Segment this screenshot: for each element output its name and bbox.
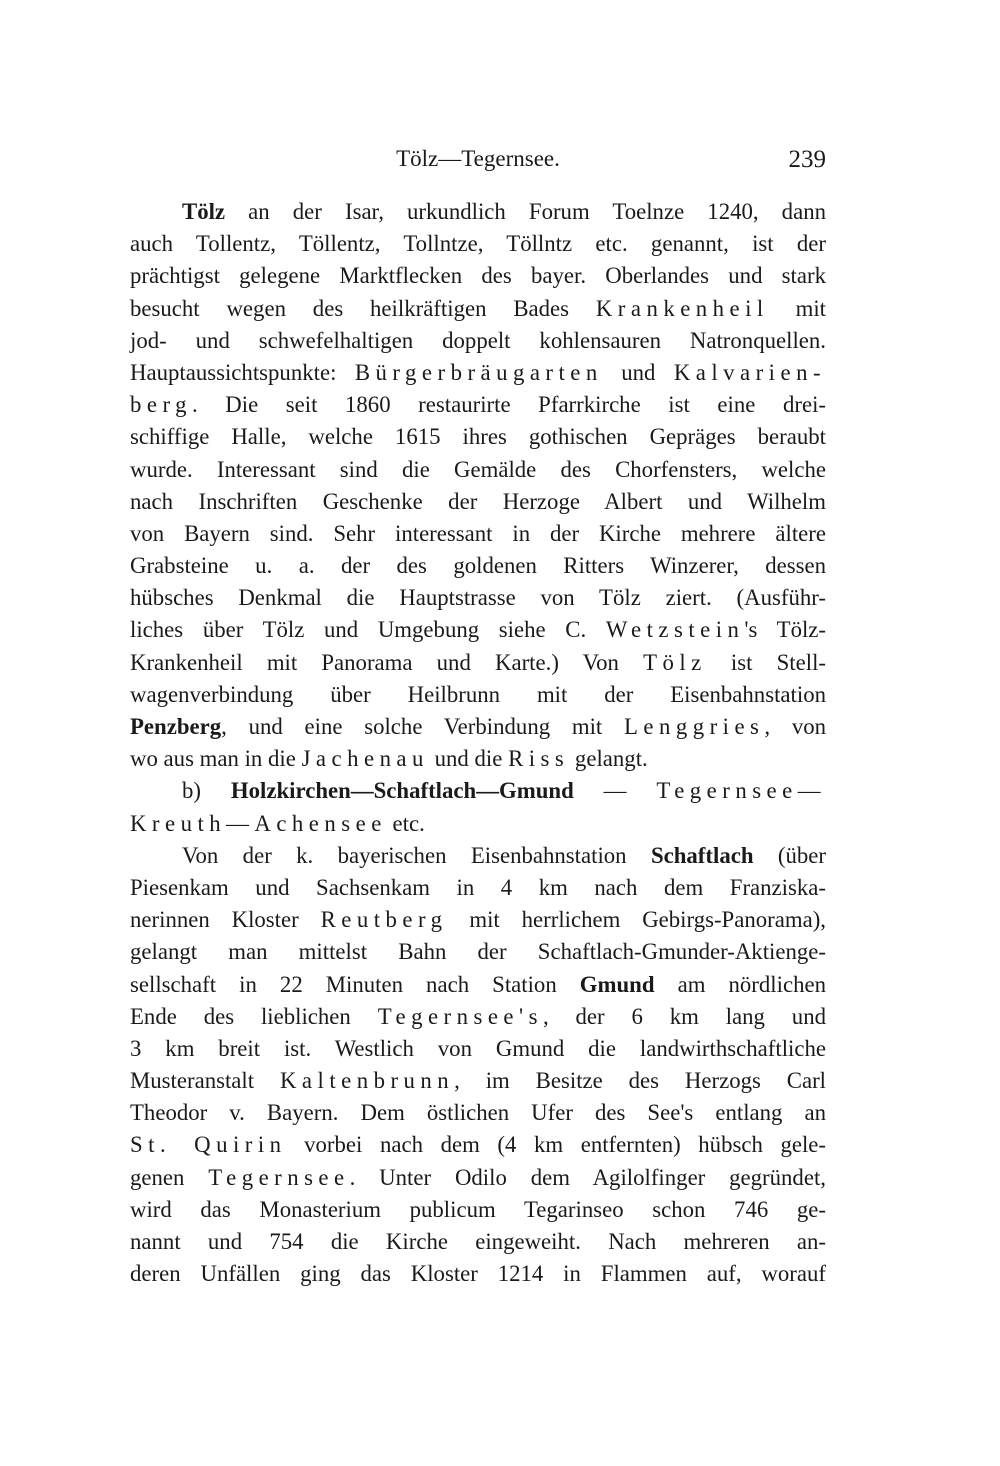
text-line bbox=[130, 1226, 826, 1258]
text-line bbox=[130, 357, 826, 389]
text-line bbox=[130, 647, 826, 679]
text-line bbox=[130, 1033, 826, 1065]
text-line bbox=[130, 1129, 826, 1161]
spaced-run: Kalvarien- bbox=[673, 359, 827, 385]
text-run: Musteranstalt bbox=[130, 1068, 280, 1094]
text-line bbox=[130, 389, 826, 421]
text-run: (über bbox=[753, 842, 826, 868]
spaced-run: Tegernsee— bbox=[656, 778, 826, 804]
text-run: nerinnen Kloster bbox=[130, 907, 321, 933]
text-run: b) bbox=[182, 778, 231, 804]
spaced-run: Reutberg bbox=[320, 907, 448, 933]
text-line bbox=[130, 904, 826, 936]
text-line bbox=[130, 325, 826, 357]
text-run: nannt und 754 die Kirche eingeweiht. Nach mehreren an- bbox=[130, 1229, 826, 1254]
text-line bbox=[130, 518, 826, 550]
text-line bbox=[130, 775, 826, 807]
text-run: Von der k. bayerischen Eisenbahnstation bbox=[182, 842, 651, 868]
text-run: Grabsteine u. a. der des goldenen Ritters Winzerer, dessen bbox=[130, 553, 826, 579]
text-run: besucht wegen des heilkräftigen Bades bbox=[130, 295, 596, 321]
spaced-run: Tölz bbox=[643, 649, 707, 675]
text-run: an der Isar, urkundlich Forum Toelnze 1240, dann bbox=[225, 199, 826, 224]
text-run: Piesenkam und Sachsenkam in 4 km nach dem Franziska- bbox=[130, 874, 826, 900]
text-line bbox=[130, 1001, 826, 1033]
text-run: Hauptaussichtspunkte: bbox=[130, 359, 355, 385]
spaced-run: Tegernsee's bbox=[377, 1003, 543, 1029]
spaced-run: Jachenau bbox=[301, 746, 429, 772]
text-line bbox=[130, 808, 826, 840]
spaced-run: Bürgerbräugarten bbox=[354, 359, 603, 385]
text-run: , im Besitze des Herzogs Carl bbox=[454, 1068, 826, 1094]
text-run: gelangt. bbox=[569, 746, 648, 772]
text-run: deren Unfällen ging das Kloster 1214 in Flammen auf, worauf bbox=[130, 1261, 826, 1287]
text-run: und die bbox=[428, 746, 509, 772]
text-run: sellschaft in 22 Minuten nach Station bbox=[130, 971, 580, 997]
text-run: Ende des lieblichen bbox=[130, 1003, 378, 1029]
text-run: wurde. Interessant sind die Gemälde des Chorfensters, welche bbox=[130, 456, 826, 482]
text-run: , der 6 km lang und bbox=[542, 1003, 826, 1029]
bold-run: Tölz bbox=[182, 199, 226, 224]
text-run: von Bayern sind. Sehr interessant in der Kirche mehrere ältere bbox=[130, 520, 826, 546]
bold-run: Penzberg bbox=[130, 714, 222, 739]
spaced-run: Wetzstein bbox=[605, 617, 745, 643]
text-line bbox=[130, 486, 826, 518]
text-run: gelangt man mittelst Bahn der Schaftlach-Gmunder-Aktienge- bbox=[130, 939, 826, 965]
spaced-run: St. Quirin bbox=[130, 1132, 287, 1158]
text-line bbox=[130, 711, 826, 743]
text-run: . Unter Odilo dem Agilolfinger gegründet, bbox=[349, 1164, 826, 1190]
bold-run: Gmund bbox=[579, 971, 655, 997]
text-line bbox=[130, 1258, 826, 1290]
text-line bbox=[130, 1065, 826, 1097]
running-head: Tölz—Tegernsee. bbox=[396, 146, 560, 171]
text-run: , von bbox=[764, 714, 827, 739]
text-line bbox=[130, 260, 826, 292]
spaced-run: berg bbox=[130, 392, 192, 418]
text-run: prächtigst gelegene Marktflecken des bayer. Oberlandes und stark bbox=[130, 263, 826, 289]
text-run: auch Tollentz, Töllentz, Tollntze, Töllntz etc. genannt, ist der bbox=[130, 231, 826, 257]
spaced-run: Kreuth—Achensee bbox=[130, 810, 387, 836]
text-run: genen bbox=[130, 1164, 209, 1190]
text-line bbox=[130, 421, 826, 453]
text-line bbox=[130, 1162, 826, 1194]
text-run: Krankenheil mit Panorama und Karte.) Von bbox=[130, 649, 644, 675]
text-line bbox=[130, 679, 826, 711]
text-run: wagenverbindung über Heilbrunn mit der Eisenbahnstation bbox=[130, 681, 826, 707]
text-line bbox=[130, 969, 826, 1001]
spaced-run: Kaltenbrunn bbox=[279, 1068, 455, 1094]
text-run: 's Tölz- bbox=[744, 617, 827, 643]
text-line bbox=[130, 936, 826, 968]
text-run: schiffige Halle, welche 1615 ihres gothischen Gepräges beraubt bbox=[130, 424, 826, 450]
text-run: etc. bbox=[386, 810, 425, 836]
text-line bbox=[130, 743, 826, 775]
text-run: nach Inschriften Geschenke der Herzoge Albert und Wilhelm bbox=[130, 488, 826, 514]
text-run: am nördlichen bbox=[654, 971, 826, 997]
text-run: — bbox=[573, 778, 657, 804]
text-line bbox=[130, 550, 826, 582]
page-header bbox=[130, 142, 826, 182]
text-line bbox=[130, 872, 826, 904]
text-run: , und eine solche Verbindung mit bbox=[221, 714, 624, 739]
text-line bbox=[130, 1097, 826, 1129]
text-run: ist Stell- bbox=[706, 649, 826, 675]
text-line bbox=[130, 582, 826, 614]
text-line bbox=[130, 293, 826, 325]
bold-run: Schaftlach bbox=[650, 842, 754, 868]
spaced-run: Tegernsee bbox=[208, 1164, 350, 1190]
text-line bbox=[130, 196, 826, 228]
spaced-run: Krankenheil bbox=[595, 295, 769, 321]
text-run: 3 km breit ist. Westlich von Gmund die landwirthschaftliche bbox=[130, 1035, 826, 1061]
text-run: und bbox=[602, 359, 674, 385]
text-line bbox=[130, 1194, 826, 1226]
text-run: mit herrlichem Gebirgs-Panorama), bbox=[447, 907, 826, 933]
text-line bbox=[130, 454, 826, 486]
body-text bbox=[130, 196, 826, 1290]
spaced-run: Riss bbox=[508, 746, 570, 772]
spaced-run: Lenggries bbox=[623, 714, 765, 739]
text-run: wo aus man in die bbox=[130, 746, 302, 772]
text-line bbox=[130, 614, 826, 646]
text-run: hübsches Denkmal die Hauptstrasse von Tölz ziert. (Ausführ- bbox=[130, 585, 826, 611]
text-run: vorbei nach dem (4 km entfernten) hübsch gele- bbox=[286, 1132, 827, 1158]
bold-run: Holzkirchen—Schaftlach—Gmund bbox=[230, 778, 574, 804]
text-line bbox=[130, 840, 826, 872]
text-run: mit bbox=[768, 295, 826, 321]
text-run: Theodor v. Bayern. Dem östlichen Ufer des See's entlang an bbox=[130, 1100, 826, 1126]
page-number: 239 bbox=[788, 146, 826, 173]
text-line bbox=[130, 228, 826, 260]
text-run: wird das Monasterium publicum Tegarinseo schon 746 ge- bbox=[130, 1196, 826, 1222]
text-run: jod- und schwefelhaltigen doppelt kohlensauren Natronquellen. bbox=[130, 327, 826, 353]
text-run: liches über Tölz und Umgebung siehe C. bbox=[130, 617, 606, 643]
text-run: . Die seit 1860 restaurirte Pfarrkirche ist eine drei- bbox=[191, 392, 826, 418]
